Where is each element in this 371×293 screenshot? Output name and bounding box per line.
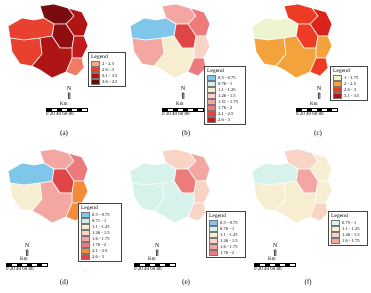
north-label: N [154, 243, 160, 249]
legend-label: 2.6 - 3 [102, 67, 114, 72]
north-arrow-icon: ⇑ [65, 91, 73, 101]
legend-swatch [209, 250, 218, 256]
scale-bar [6, 257, 48, 272]
scale-text: 0 20 40 60 80 [134, 267, 162, 272]
legend-label: 3.6 - 4.5 [102, 79, 118, 84]
legend-label: 1.1 - 1.25 [342, 226, 360, 231]
legend-label: 1.26 - 1.5 [218, 93, 236, 98]
legend-label: 1.6 - 1.75 [342, 238, 360, 243]
scale-unit: Km [268, 257, 276, 262]
basin-region-4 [316, 36, 332, 58]
north-label: N [24, 243, 30, 249]
north-label: N [316, 86, 322, 92]
legend-entry [331, 238, 365, 244]
legend-label: 1.51 - 1.75 [218, 99, 238, 104]
legend-swatch [331, 238, 340, 244]
legend-label: 1.6 - 1.75 [92, 236, 110, 241]
choropleth-map [124, 147, 214, 232]
choropleth-map [246, 147, 336, 232]
basin-region-4 [194, 181, 210, 203]
legend-label: 0.71 - 1 [92, 218, 107, 223]
figure-caption: (f) [304, 278, 312, 286]
scale-unit: Km [20, 257, 28, 262]
legend-label: 1.76 - 2 [218, 105, 233, 110]
map-legend [78, 203, 122, 262]
legend-label: 2.6 - 3 [344, 87, 356, 92]
basin-region-4 [316, 181, 332, 203]
map-legend [330, 66, 368, 101]
figure-caption: (b) [181, 129, 191, 137]
north-arrow-icon: ⇑ [153, 248, 161, 258]
basin-region-4 [194, 36, 210, 58]
choropleth-map [124, 2, 214, 87]
legend-label: 1.26 - 1.5 [92, 230, 110, 235]
north-arrow-icon: ⇑ [179, 91, 187, 101]
scale-text: 0 20 40 60 80 [254, 267, 282, 272]
legend-title: Legend [81, 205, 98, 211]
figure-caption: (e) [182, 278, 190, 286]
scale-text: 0 20 40 60 80 [46, 112, 74, 117]
legend-label: 2.1 - 2.5 [92, 248, 108, 253]
legend-label: 1.1 - 1.25 [218, 87, 236, 92]
scale-unit: Km [176, 102, 184, 107]
map-panel-a [2, 2, 125, 148]
choropleth-map [2, 2, 92, 87]
legend-title: Legend [331, 213, 348, 219]
map-panel-f [246, 147, 369, 293]
legend-label: 2.1 - 2.5 [218, 111, 234, 116]
scale-text: 0 20 40 60 80 [162, 112, 190, 117]
legend-label: 1.6 - 1.75 [220, 244, 238, 249]
basin-region-4 [72, 181, 88, 203]
map-legend [206, 211, 246, 258]
north-arrow [268, 243, 282, 257]
map-panel-b [124, 2, 247, 148]
scale-unit: Km [60, 102, 68, 107]
legend-label: 1.26 - 1.5 [220, 238, 238, 243]
legend-label: 0.5 - 0.75 [92, 212, 110, 217]
north-arrow-icon: ⇑ [271, 248, 279, 258]
north-label: N [66, 86, 72, 92]
legend-label: 1.76 - 2 [220, 250, 235, 255]
choropleth-map [246, 2, 336, 87]
legend-title: Legend [207, 68, 224, 74]
scale-bar [134, 257, 176, 272]
north-arrow [150, 243, 164, 257]
north-arrow-icon: ⇑ [315, 91, 323, 101]
scale-text: 0 20 40 60 80 [6, 267, 34, 272]
scale-bar [46, 102, 88, 117]
legend-swatch [81, 254, 90, 260]
legend-swatch [207, 117, 216, 123]
legend-label: 0.75 - 1 [342, 220, 357, 225]
legend-entry [333, 93, 365, 99]
map-panel-c [246, 2, 369, 148]
legend-entry [207, 117, 243, 123]
legend-entry [81, 254, 119, 260]
scale-bar [162, 102, 204, 117]
scale-text: 0 20 40 60 80 [296, 112, 324, 117]
scale-bar [254, 257, 296, 272]
legend-swatch [333, 93, 342, 99]
legend-label: 0.76 - 1 [220, 226, 235, 231]
legend-label: 2 - 2.5 [344, 81, 356, 86]
north-arrow-icon: ⇑ [23, 248, 31, 258]
legend-label: 1.1 - 1.25 [220, 232, 238, 237]
north-arrow [62, 86, 76, 100]
basin-region-4 [72, 36, 88, 58]
scale-unit: Km [148, 257, 156, 262]
figure-caption: (d) [59, 278, 69, 286]
legend-label: 2.6 - 3 [92, 254, 104, 259]
north-arrow [312, 86, 326, 100]
legend-title: Legend [91, 54, 108, 60]
scale-unit: Km [310, 102, 318, 107]
north-arrow [20, 243, 34, 257]
legend-entry [209, 250, 243, 256]
map-panel-d [2, 147, 125, 293]
legend-label: 2 - 2.3 [102, 61, 114, 66]
legend-label: 1.1 - 1.25 [92, 224, 110, 229]
legend-title: Legend [209, 213, 226, 219]
scale-bar [296, 102, 338, 117]
legend-label: 3.1 - 3.5 [344, 93, 360, 98]
map-legend [204, 66, 246, 125]
legend-label: 3.1 - 3.5 [102, 73, 118, 78]
figure-caption: (a) [60, 129, 68, 137]
north-label: N [272, 243, 278, 249]
figure-caption: (c) [314, 129, 322, 137]
legend-label: 1 - 1.75 [344, 75, 359, 80]
north-label: N [180, 86, 186, 92]
legend-entry [91, 79, 123, 85]
legend-label: 0.5 - 0.75 [220, 220, 238, 225]
legend-title: Legend [333, 68, 350, 74]
map-legend [88, 52, 126, 87]
map-panel-e [124, 147, 247, 293]
north-arrow [176, 86, 190, 100]
map-legend [328, 211, 368, 246]
legend-label: 2.6 - 3 [218, 117, 230, 122]
legend-swatch [91, 79, 100, 85]
legend-label: 1.26 - 1.5 [342, 232, 360, 237]
legend-label: 0.5 - 0.75 [218, 75, 236, 80]
legend-label: 0.76 - 1 [218, 81, 233, 86]
legend-label: 1.76 - 2 [92, 242, 107, 247]
